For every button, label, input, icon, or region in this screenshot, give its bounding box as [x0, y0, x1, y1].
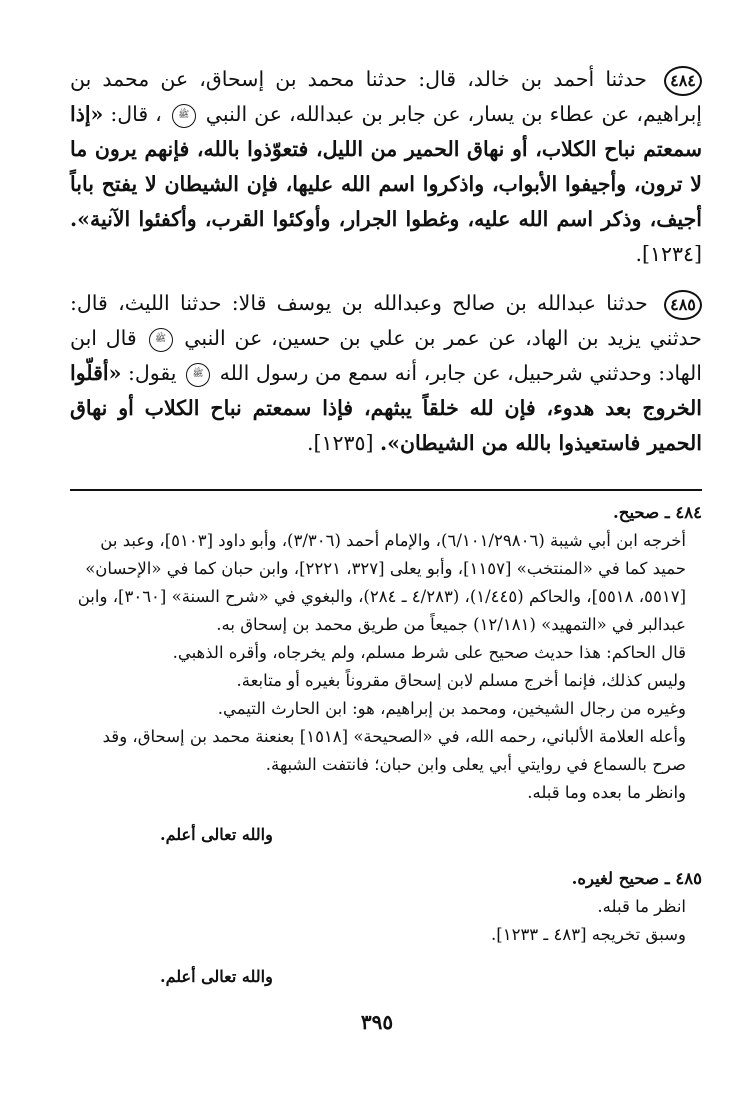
footnote-paragraph: وليس كذلك، فإنما أخرج مسلم لابن إسحاق مقروناً بغيره أو متابعة.	[236, 671, 686, 690]
hadith-isnad-cont: ، قال:	[110, 102, 162, 126]
footnote-paragraph: قال الحاكم: هذا حديث صحيح على شرط مسلم، ولم يخرجاه، وأقره الذهبي.	[172, 643, 686, 662]
footnote-paragraph: وسبق تخريجه [٤٨٣ ـ ١٢٣٣].	[491, 925, 686, 944]
book-page	[70, 62, 702, 1007]
footnote-heading-484: ٤٨٤ ـ صحيح.	[613, 503, 702, 522]
salutation-icon: ﷺ	[186, 363, 210, 387]
page-number: ٣٩٥	[360, 1010, 394, 1034]
footnote-paragraph: انظر ما قبله.	[597, 897, 686, 916]
footnote-closing: والله تعالى أعلم.	[160, 967, 273, 986]
hadith-matn: «أقلّوا الخروج بعد هدوء، فإن لله خلقاً يبثهم، فإذا سمعتم نباح الكلاب أو نهاق الحمير فاستعيذوا بالله من الشيطان».	[70, 361, 702, 455]
hadith-matn: «إذا سمعتم نباح الكلاب، أو نهاق الحمير من الليل، فتعوّذوا بالله، فإنهم يرون ما لا ترون، وأجيفوا الأبواب، واذكروا اسم الله عليها، فإن الشيطان لا يفتح باباً أجيف، وذكر اسم الله عليه، وغطوا الجرار، وأوكئوا القرب، وأكفئوا الآنية».	[70, 102, 702, 231]
footnote-paragraph: وغيره من رجال الشيخين، ومحمد بن إبراهيم، هو: ابن الحارث التيمي.	[217, 699, 686, 718]
salutation-icon: ﷺ	[172, 104, 196, 128]
footnote-heading-485: ٤٨٥ ـ صحيح لغيره.	[571, 869, 702, 888]
hadith-isnad-cont: يقول:	[127, 361, 177, 385]
footnote-paragraph: وانظر ما بعده وما قبله.	[527, 783, 686, 802]
hadith-isnad-cont: قال ابن الهاد: وحدثني شرحبيل، عن جابر، أنه سمع من رسول الله	[70, 326, 702, 385]
salutation-icon: ﷺ	[149, 328, 173, 352]
hadith-isnad: حدثنا عبدالله بن صالح وعبدالله بن يوسف قالا: حدثنا الليث، قال: حدثني يزيد بن الهاد، عن عمر بن علي بن حسين، عن النبي	[70, 291, 702, 350]
hadith-484	[70, 62, 702, 272]
hadith-reference: [١٢٣٥].	[306, 431, 374, 455]
hadith-reference: [١٢٣٤].	[635, 242, 702, 266]
hadith-number-badge: ٤٨٥	[664, 290, 702, 320]
hadith-isnad: حدثنا أحمد بن خالد، قال: حدثنا محمد بن إسحاق، عن محمد بن إبراهيم، عن عطاء بن يسار، عن جابر بن عبدالله، عن النبي	[70, 67, 702, 126]
hadith-number-badge: ٤٨٤	[664, 66, 702, 96]
footnote-paragraph: أخرجه ابن أبي شيبة (٦/١٠١/٢٩٨٠٦)، والإمام أحمد (٣/٣٠٦)، وأبو داود [٥١٠٣]، وعبد بن حميد كما في «المنتخب» [١١٥٧]، وأبو يعلى [٣٢٧، ٢٢٢١]، وابن حبان كما في «الإحسان» [٥٥١٧، ٥٥١٨]، والحاكم (١/٤٤٥)، (٤/٢٨٣ ـ ٢٨٤)، والبغوي في «شرح السنة» [٣٠٦٠]، وابن عبدالبر في «التمهيد» (١٢/١٨١) جميعاً من طريق محمد بن إسحاق به.	[77, 531, 686, 634]
footnote-closing: والله تعالى أعلم.	[160, 825, 273, 844]
footnote-divider	[70, 489, 702, 491]
footnotes	[70, 499, 702, 991]
footnote-paragraph: وأعله العلامة الألباني، رحمه الله، في «الصحيحة» [١٥١٨] بعنعنة محمد بن إسحاق، وقد صرح بالسماع في روايتي أبي يعلى وابن حبان؛ فانتفت الشبهة.	[102, 727, 686, 774]
hadith-485	[70, 286, 702, 461]
